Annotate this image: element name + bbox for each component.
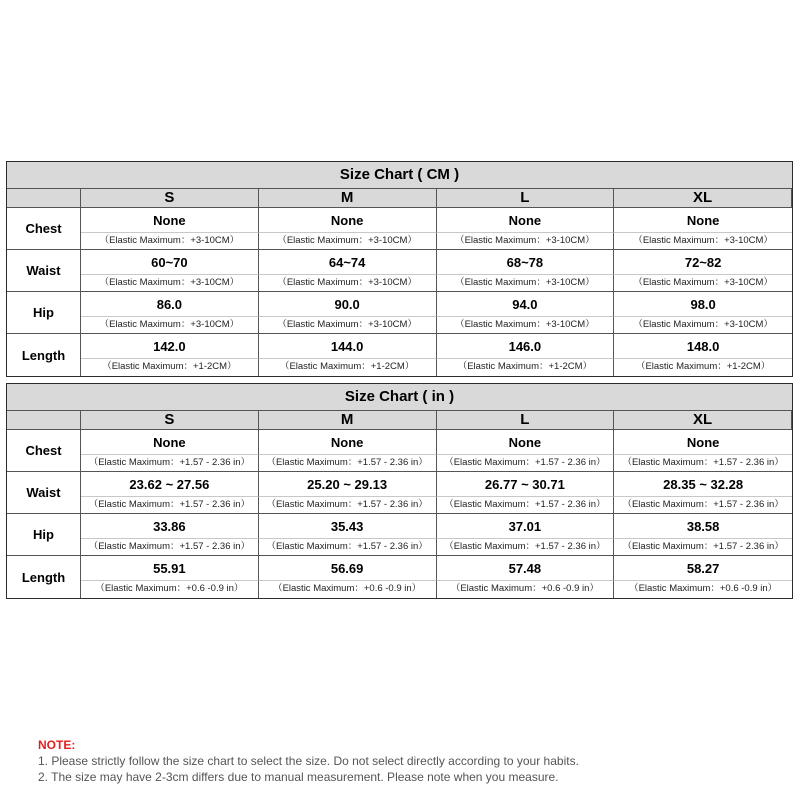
- elastic-note: （Elastic Maximum：+3-10CM）: [259, 316, 437, 334]
- measurement-value: 90.0: [259, 292, 437, 316]
- measurement-value: 60~70: [81, 250, 259, 274]
- size-header: M: [259, 189, 437, 208]
- elastic-note: （Elastic Maximum：+1-2CM）: [81, 358, 259, 376]
- elastic-note: （Elastic Maximum：+0.6 -0.9 in）: [614, 580, 792, 598]
- chart-title: Size Chart ( CM ): [7, 162, 792, 189]
- measurement-value: None: [81, 430, 259, 454]
- row-label: Length: [7, 334, 81, 376]
- measurement-value: None: [614, 430, 792, 454]
- measurement-value: 26.77 ~ 30.71: [437, 472, 615, 496]
- size-header: L: [437, 189, 615, 208]
- size-table: [7, 411, 792, 598]
- note-section: [38, 737, 579, 785]
- row-label: Chest: [7, 208, 81, 250]
- header-corner: [7, 411, 81, 430]
- measurement-value: None: [259, 430, 437, 454]
- elastic-note: （Elastic Maximum：+1.57 - 2.36 in）: [81, 496, 259, 514]
- elastic-note: （Elastic Maximum：+3-10CM）: [437, 274, 615, 292]
- elastic-note: （Elastic Maximum：+1.57 - 2.36 in）: [614, 538, 792, 556]
- elastic-note: （Elastic Maximum：+3-10CM）: [259, 232, 437, 250]
- measurement-value: 28.35 ~ 32.28: [614, 472, 792, 496]
- elastic-note: （Elastic Maximum：+1.57 - 2.36 in）: [259, 496, 437, 514]
- elastic-note: （Elastic Maximum：+1.57 - 2.36 in）: [614, 454, 792, 472]
- size-header: M: [259, 411, 437, 430]
- measurement-value: 55.91: [81, 556, 259, 580]
- measurement-value: 33.86: [81, 514, 259, 538]
- row-label: Chest: [7, 430, 81, 472]
- note-title: NOTE:: [38, 738, 76, 752]
- header-corner: [7, 189, 81, 208]
- elastic-note: （Elastic Maximum：+1.57 - 2.36 in）: [437, 538, 615, 556]
- measurement-value: None: [437, 430, 615, 454]
- elastic-note: （Elastic Maximum：+3-10CM）: [81, 232, 259, 250]
- elastic-note: （Elastic Maximum：+1.57 - 2.36 in）: [81, 538, 259, 556]
- elastic-note: （Elastic Maximum：+3-10CM）: [437, 316, 615, 334]
- size-header: XL: [614, 411, 792, 430]
- measurement-value: 56.69: [259, 556, 437, 580]
- elastic-note: （Elastic Maximum：+1.57 - 2.36 in）: [437, 496, 615, 514]
- measurement-value: 86.0: [81, 292, 259, 316]
- elastic-note: （Elastic Maximum：+0.6 -0.9 in）: [437, 580, 615, 598]
- measurement-value: 35.43: [259, 514, 437, 538]
- measurement-value: 146.0: [437, 334, 615, 358]
- row-label: Waist: [7, 472, 81, 514]
- size-table: [7, 189, 792, 376]
- elastic-note: （Elastic Maximum：+1.57 - 2.36 in）: [81, 454, 259, 472]
- elastic-note: （Elastic Maximum：+3-10CM）: [259, 274, 437, 292]
- measurement-value: 144.0: [259, 334, 437, 358]
- elastic-note: （Elastic Maximum：+3-10CM）: [437, 232, 615, 250]
- measurement-value: None: [81, 208, 259, 232]
- size-header: L: [437, 411, 615, 430]
- elastic-note: （Elastic Maximum：+0.6 -0.9 in）: [81, 580, 259, 598]
- measurement-value: 25.20 ~ 29.13: [259, 472, 437, 496]
- elastic-note: （Elastic Maximum：+3-10CM）: [614, 232, 792, 250]
- elastic-note: （Elastic Maximum：+3-10CM）: [81, 274, 259, 292]
- measurement-value: 68~78: [437, 250, 615, 274]
- measurement-value: 38.58: [614, 514, 792, 538]
- row-label: Length: [7, 556, 81, 598]
- measurement-value: None: [437, 208, 615, 232]
- measurement-value: 72~82: [614, 250, 792, 274]
- measurement-value: 58.27: [614, 556, 792, 580]
- elastic-note: （Elastic Maximum：+1.57 - 2.36 in）: [437, 454, 615, 472]
- elastic-note: （Elastic Maximum：+1.57 - 2.36 in）: [259, 538, 437, 556]
- size-chart-cm: [6, 161, 793, 377]
- row-label: Hip: [7, 514, 81, 556]
- measurement-value: 37.01: [437, 514, 615, 538]
- elastic-note: （Elastic Maximum：+3-10CM）: [81, 316, 259, 334]
- size-chart-in: [6, 383, 793, 599]
- elastic-note: （Elastic Maximum：+1-2CM）: [437, 358, 615, 376]
- measurement-value: 57.48: [437, 556, 615, 580]
- row-label: Waist: [7, 250, 81, 292]
- size-header: XL: [614, 189, 792, 208]
- measurement-value: 148.0: [614, 334, 792, 358]
- elastic-note: （Elastic Maximum：+1-2CM）: [259, 358, 437, 376]
- size-header: S: [81, 411, 259, 430]
- measurement-value: None: [614, 208, 792, 232]
- measurement-value: 23.62 ~ 27.56: [81, 472, 259, 496]
- measurement-value: 142.0: [81, 334, 259, 358]
- elastic-note: （Elastic Maximum：+3-10CM）: [614, 316, 792, 334]
- elastic-note: （Elastic Maximum：+0.6 -0.9 in）: [259, 580, 437, 598]
- measurement-value: 94.0: [437, 292, 615, 316]
- note-line: 2. The size may have 2-3cm differs due to manual measurement. Please note when you measure.: [38, 770, 559, 784]
- elastic-note: （Elastic Maximum：+1.57 - 2.36 in）: [614, 496, 792, 514]
- note-line: 1. Please strictly follow the size chart to select the size. Do not select directly according to your habits.: [38, 754, 579, 768]
- measurement-value: 64~74: [259, 250, 437, 274]
- measurement-value: 98.0: [614, 292, 792, 316]
- elastic-note: （Elastic Maximum：+1.57 - 2.36 in）: [259, 454, 437, 472]
- measurement-value: None: [259, 208, 437, 232]
- elastic-note: （Elastic Maximum：+1-2CM）: [614, 358, 792, 376]
- chart-title: Size Chart ( in ): [7, 384, 792, 411]
- row-label: Hip: [7, 292, 81, 334]
- size-header: S: [81, 189, 259, 208]
- elastic-note: （Elastic Maximum：+3-10CM）: [614, 274, 792, 292]
